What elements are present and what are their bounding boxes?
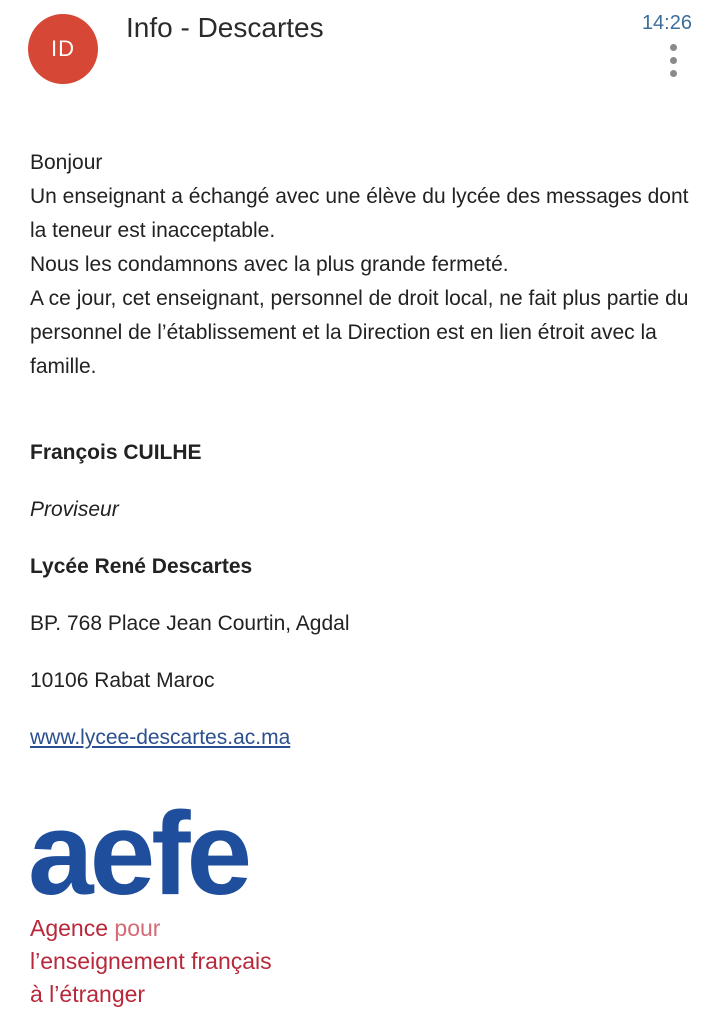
aefe-wordmark-text: aefe — [28, 788, 249, 906]
website-link[interactable]: www.lycee-descartes.ac.ma — [30, 726, 291, 749]
message-line: A ce jour, cet enseignant, personnel de droit local, ne fait plus partie du personnel de l’établissement et la Direction est en lien étroit avec la famille. — [30, 287, 689, 378]
sender-name[interactable]: Info - Descartes — [126, 12, 324, 43]
aefe-tagline-line2: l’enseignement français — [30, 948, 272, 974]
sender-avatar[interactable]: ID — [28, 14, 98, 84]
signature-school: Lycée René Descartes — [30, 555, 253, 578]
message-line: Nous les condamnons avec la plus grande fermeté. — [30, 253, 509, 276]
aefe-wordmark — [28, 786, 328, 906]
signature-role: Proviseur — [30, 498, 119, 521]
aefe-tagline-agence: Agence — [30, 915, 109, 941]
message-line: Bonjour — [30, 151, 103, 174]
signature-name: François CUILHE — [30, 441, 202, 464]
message-line: Un enseignant a échangé avec une élève du lycée des messages dont la teneur est inacceptable. — [30, 185, 689, 242]
aefe-tagline-pour: pour — [108, 915, 161, 941]
aefe-tagline — [30, 912, 272, 1011]
message-time: 14:26 — [641, 12, 692, 34]
signature-city: 10106 Rabat Maroc — [30, 669, 215, 692]
more-vert-icon[interactable] — [664, 44, 684, 78]
email-header — [0, 0, 720, 100]
message-body — [30, 146, 698, 384]
aefe-tagline-line3: à l’étranger — [30, 981, 146, 1007]
aefe-tagline-line1 — [30, 912, 272, 945]
signature-address: BP. 768 Place Jean Courtin, Agdal — [30, 612, 350, 635]
